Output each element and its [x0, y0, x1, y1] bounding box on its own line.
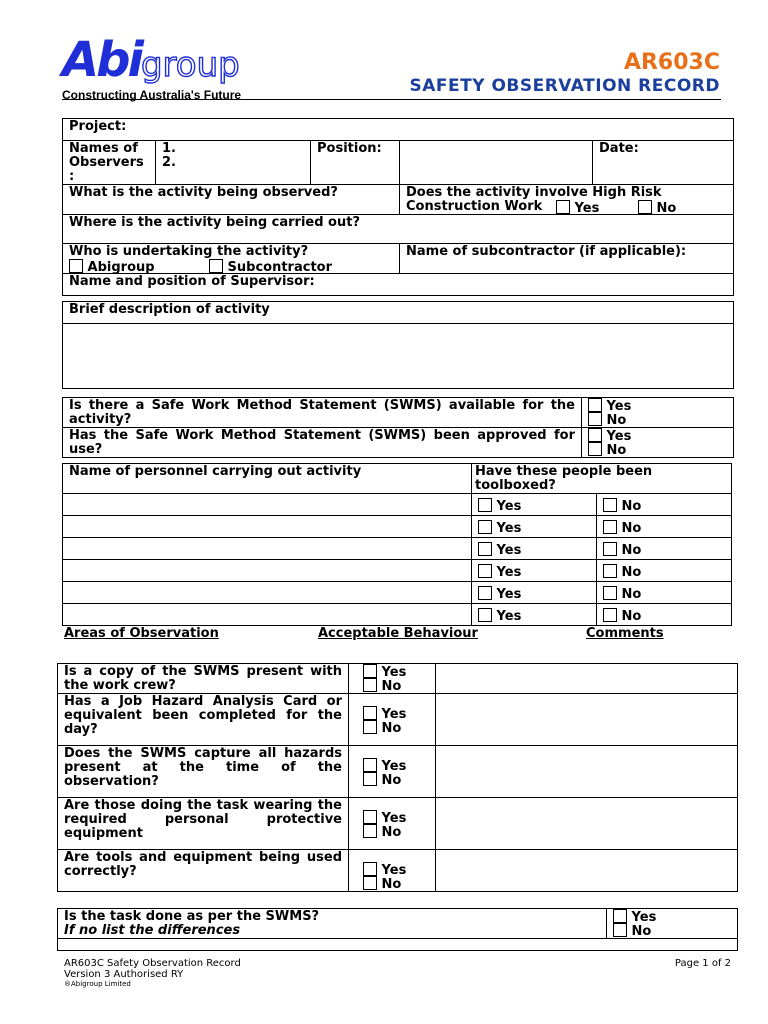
observation-yes-label: Yes [381, 707, 407, 722]
company-logo [62, 32, 240, 88]
observation-no[interactable] [363, 824, 421, 838]
personnel-name-cell[interactable] [63, 560, 472, 582]
observation-no-checkbox[interactable] [363, 678, 377, 692]
observation-no-label: No [381, 679, 402, 694]
observation-yes[interactable] [363, 706, 421, 720]
header-divider [62, 99, 721, 100]
date-label: Date: [599, 141, 639, 156]
observation-options [349, 694, 436, 746]
table-row [58, 694, 738, 746]
swms-approved-question: Has the Safe Work Method Statement (SWMS) been approved for use? [69, 428, 575, 457]
observation-yes-checkbox[interactable] [363, 758, 377, 772]
observation-no-label: No [381, 773, 402, 788]
observation-question: Are tools and equipment being used correctly? [64, 850, 342, 879]
observation-comment-cell[interactable] [436, 694, 738, 746]
project-field[interactable] [63, 119, 734, 141]
info-table [62, 118, 734, 296]
toolboxed-yes-label: Yes [496, 521, 522, 536]
position-label: Position: [317, 141, 382, 156]
toolboxed-no-checkbox[interactable] [603, 564, 617, 578]
acceptable-heading: Acceptable Behaviour [318, 626, 478, 641]
supervisor-label: Name and position of Supervisor: [69, 274, 315, 289]
observation-no-checkbox[interactable] [363, 772, 377, 786]
swms-approved-yes-label: Yes [606, 429, 632, 444]
table-row [58, 850, 738, 892]
toolboxed-no-option[interactable] [597, 560, 732, 582]
who-abigroup-option[interactable] [69, 259, 155, 275]
date-cell[interactable] [593, 141, 734, 185]
toolboxed-no-option[interactable] [597, 604, 732, 626]
supervisor-cell[interactable] [63, 274, 734, 296]
observation-yes-checkbox[interactable] [363, 810, 377, 824]
observation-no-checkbox[interactable] [363, 720, 377, 734]
toolboxed-yes-checkbox[interactable] [478, 520, 492, 534]
table-row [58, 798, 738, 850]
brief-label: Brief description of activity [69, 302, 270, 317]
toolboxed-no-label: No [621, 609, 642, 624]
task-no-label: No [631, 924, 652, 939]
observation-yes[interactable] [363, 810, 421, 824]
personnel-name-cell[interactable] [63, 516, 472, 538]
personnel-name-cell[interactable] [63, 538, 472, 560]
observation-question: Has a Job Hazard Analysis Card or equivalent been completed for the day? [64, 694, 342, 737]
hrcw-question: Does the activity involve High Risk Construction Work [406, 185, 662, 214]
toolboxed-yes-label: Yes [496, 609, 522, 624]
observation-yes-label: Yes [381, 811, 407, 826]
activity-observed-cell[interactable] [63, 185, 400, 215]
company-tagline: Constructing Australia's Future [62, 88, 242, 102]
personnel-name-header [63, 464, 472, 494]
observation-comment-cell[interactable] [436, 746, 738, 798]
observation-no-label: No [381, 721, 402, 736]
swms-available-yes-label: Yes [606, 399, 632, 414]
hrcw-no-checkbox[interactable] [638, 200, 652, 214]
swms-approved-options [582, 428, 734, 458]
observation-yes-label: Yes [381, 863, 407, 878]
table-row [58, 664, 738, 694]
swms-approved-no-label: No [606, 443, 627, 458]
task-question-cell [58, 909, 607, 939]
observation-question: Are those doing the task wearing the required personal protective equipment [64, 798, 342, 841]
toolboxed-yes-checkbox[interactable] [478, 564, 492, 578]
toolboxed-header-label: Have these people been toolboxed? [475, 464, 653, 493]
observation-question-cell [58, 798, 349, 850]
swms-available-cell [63, 398, 582, 428]
observation-yes[interactable] [363, 862, 421, 876]
task-no[interactable] [613, 923, 731, 937]
swms-available-question: Is there a Safe Work Method Statement (SWMS) available for the activity? [69, 398, 575, 427]
brief-description-area[interactable] [63, 324, 734, 389]
task-yes[interactable] [613, 909, 731, 923]
toolboxed-yes-option[interactable] [472, 582, 597, 604]
subcontractor-name-cell[interactable] [400, 244, 734, 274]
table-row [63, 604, 732, 626]
observation-options [349, 746, 436, 798]
task-no-checkbox[interactable] [613, 923, 627, 937]
observers-names-cell[interactable] [156, 141, 311, 185]
observer-1: 1. [162, 141, 176, 156]
observation-yes-checkbox[interactable] [363, 862, 377, 876]
toolboxed-no-option[interactable] [597, 582, 732, 604]
observation-question-cell [58, 664, 349, 694]
observation-no-label: No [381, 825, 402, 840]
personnel-name-header-label: Name of personnel carrying out activity [69, 464, 362, 479]
observation-comment-cell[interactable] [436, 664, 738, 694]
toolboxed-no-option[interactable] [597, 516, 732, 538]
observation-comment-cell[interactable] [436, 798, 738, 850]
observation-yes-checkbox[interactable] [363, 706, 377, 720]
task-table [57, 908, 738, 951]
observation-question-cell [58, 694, 349, 746]
toolboxed-yes-option[interactable] [472, 604, 597, 626]
toolboxed-yes-label: Yes [496, 587, 522, 602]
who-subcontractor-option[interactable] [209, 259, 332, 275]
toolboxed-no-label: No [621, 499, 642, 514]
observation-yes-label: Yes [381, 759, 407, 774]
toolboxed-yes-checkbox[interactable] [478, 498, 492, 512]
toolboxed-yes-checkbox[interactable] [478, 608, 492, 622]
observation-options [349, 850, 436, 892]
footer-page-number: Page 1 of 2 [674, 958, 731, 969]
toolboxed-no-checkbox[interactable] [603, 586, 617, 600]
toolboxed-no-label: No [621, 521, 642, 536]
observers-label: Names of Observers : [69, 141, 144, 184]
toolboxed-yes-option[interactable] [472, 538, 597, 560]
logo-group-text: group [140, 45, 240, 85]
toolboxed-header [472, 464, 732, 494]
observation-no[interactable] [363, 772, 421, 786]
toolboxed-yes-option[interactable] [472, 516, 597, 538]
footer-doc-name: AR603C Safety Observation Record [64, 958, 241, 969]
table-row [63, 538, 732, 560]
footer-copyright: ®Abigroup Limited [64, 980, 131, 988]
swms-table [62, 397, 734, 458]
where-label: Where is the activity being carried out? [69, 215, 361, 230]
toolboxed-no-checkbox[interactable] [603, 608, 617, 622]
logo-abi-text: Abi [62, 32, 141, 88]
toolboxed-yes-checkbox[interactable] [478, 586, 492, 600]
observers-label-cell [63, 141, 156, 185]
hrcw-cell [400, 185, 734, 215]
observations-table [57, 663, 738, 892]
observation-yes-checkbox[interactable] [363, 664, 377, 678]
comments-heading: Comments [586, 626, 664, 641]
who-subcontractor-label: Subcontractor [227, 260, 333, 275]
task-question: Is the task done as per the SWMS? [64, 909, 320, 924]
table-row [63, 516, 732, 538]
observation-yes[interactable] [363, 758, 421, 772]
activity-observed-label: What is the activity being observed? [69, 185, 338, 200]
toolboxed-no-checkbox[interactable] [603, 542, 617, 556]
observation-options [349, 798, 436, 850]
hrcw-yes-option[interactable] [556, 200, 599, 216]
brief-label-cell [63, 302, 734, 324]
position-label-cell [311, 141, 400, 185]
swms-approved-yes[interactable] [588, 428, 727, 442]
toolboxed-no-label: No [621, 565, 642, 580]
subcontractor-name-label: Name of subcontractor (if applicable): [406, 244, 687, 259]
toolboxed-no-label: No [621, 543, 642, 558]
observation-no[interactable] [363, 678, 421, 692]
swms-available-yes[interactable] [588, 398, 727, 412]
toolboxed-yes-label: Yes [496, 499, 522, 514]
table-row [63, 494, 732, 516]
swms-available-no[interactable] [588, 412, 727, 426]
observer-2: 2. [162, 155, 176, 170]
task-options [607, 909, 738, 939]
observation-no[interactable] [363, 876, 421, 890]
task-yes-label: Yes [631, 910, 657, 925]
form-title: SAFETY OBSERVATION RECORD [409, 76, 720, 96]
personnel-name-cell[interactable] [63, 494, 472, 516]
toolboxed-yes-checkbox[interactable] [478, 542, 492, 556]
toolboxed-no-checkbox[interactable] [603, 520, 617, 534]
swms-available-yes-checkbox[interactable] [588, 398, 602, 412]
footer-version: Version 3 Authorised RY [64, 969, 184, 980]
toolboxed-yes-label: Yes [496, 543, 522, 558]
who-abigroup-checkbox[interactable] [69, 259, 83, 273]
observation-yes[interactable] [363, 664, 421, 678]
swms-approved-yes-checkbox[interactable] [588, 428, 602, 442]
swms-available-options [582, 398, 734, 428]
toolboxed-yes-option[interactable] [472, 560, 597, 582]
swms-approved-no[interactable] [588, 442, 727, 456]
task-differences-area[interactable] [58, 939, 738, 951]
toolboxed-no-option[interactable] [597, 494, 732, 516]
form-code: AR603C [623, 50, 720, 75]
toolboxed-no-label: No [621, 587, 642, 602]
observation-options [349, 664, 436, 694]
toolboxed-yes-label: Yes [496, 565, 522, 580]
observation-no-label: No [381, 877, 402, 892]
observation-question-cell [58, 746, 349, 798]
hrcw-no-option[interactable] [638, 200, 676, 216]
task-note: If no list the differences [64, 923, 241, 938]
hrcw-yes-label: Yes [574, 201, 600, 216]
swms-available-no-checkbox[interactable] [588, 412, 602, 426]
personnel-table [62, 463, 732, 626]
brief-table [62, 301, 734, 389]
toolboxed-yes-option[interactable] [472, 494, 597, 516]
hrcw-yes-checkbox[interactable] [556, 200, 570, 214]
task-yes-checkbox[interactable] [613, 909, 627, 923]
who-cell [63, 244, 400, 274]
table-row [58, 746, 738, 798]
project-label: Project: [69, 119, 127, 134]
swms-approved-cell [63, 428, 582, 458]
observation-no[interactable] [363, 720, 421, 734]
swms-approved-no-checkbox[interactable] [588, 442, 602, 456]
who-subcontractor-checkbox[interactable] [209, 259, 223, 273]
position-value-cell[interactable] [400, 141, 593, 185]
observation-yes-label: Yes [381, 665, 407, 680]
table-row [63, 582, 732, 604]
personnel-name-cell[interactable] [63, 604, 472, 626]
swms-available-no-label: No [606, 413, 627, 428]
hrcw-no-label: No [656, 201, 677, 216]
who-question: Who is undertaking the activity? [69, 244, 309, 259]
observation-no-checkbox[interactable] [363, 824, 377, 838]
personnel-name-cell[interactable] [63, 582, 472, 604]
observation-question: Is a copy of the SWMS present with the work crew? [64, 664, 342, 693]
observation-no-checkbox[interactable] [363, 876, 377, 890]
observation-comment-cell[interactable] [436, 850, 738, 892]
toolboxed-no-option[interactable] [597, 538, 732, 560]
areas-heading: Areas of Observation [64, 626, 219, 641]
observation-question-cell [58, 850, 349, 892]
table-row [63, 560, 732, 582]
observation-question: Does the SWMS capture all hazards present at the time of the observation? [64, 746, 342, 789]
where-cell[interactable] [63, 215, 734, 244]
toolboxed-no-checkbox[interactable] [603, 498, 617, 512]
who-abigroup-label: Abigroup [87, 260, 155, 275]
